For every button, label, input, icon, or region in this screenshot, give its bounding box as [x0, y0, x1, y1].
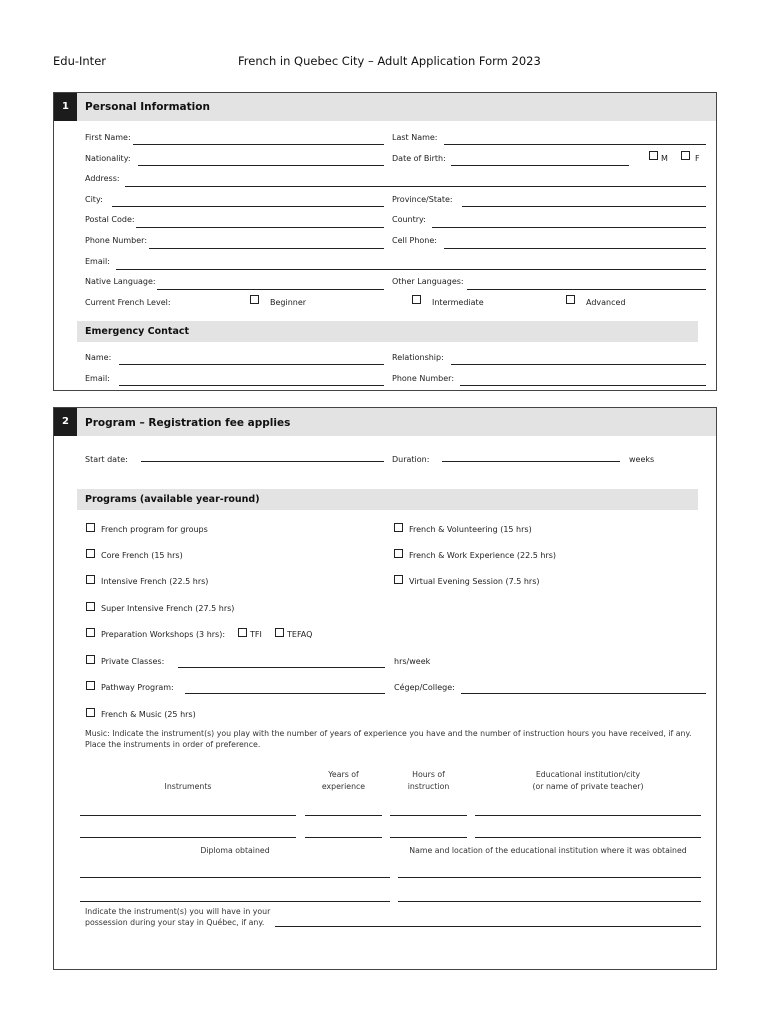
institution-header: Name and location of the educational institution where it was obtained [409, 846, 687, 855]
beginner-checkbox[interactable] [250, 295, 259, 304]
duration-label: Duration: [392, 455, 430, 464]
beginner-label: Beginner [270, 298, 307, 307]
email-label: Email: [85, 257, 110, 266]
prep-label: Preparation Workshops (3 hrs): [101, 630, 226, 639]
tfi-checkbox[interactable] [238, 628, 247, 637]
tefaq-checkbox[interactable] [275, 628, 284, 637]
core-label: Core French (15 hrs) [101, 551, 183, 560]
volunteering-label: French & Volunteering (15 hrs) [409, 525, 532, 534]
programs-title: Programs (available year-round) [85, 494, 260, 505]
intermediate-checkbox[interactable] [412, 295, 421, 304]
intensive-checkbox[interactable] [86, 575, 95, 584]
hours-header-1: Hours of [412, 770, 445, 779]
emergency-contact-band [77, 321, 698, 342]
nationality-label: Nationality: [85, 154, 131, 163]
private-label: Private Classes: [101, 657, 165, 666]
other-languages-field[interactable] [467, 289, 706, 290]
country-label: Country: [392, 215, 426, 224]
years-header-2: experience [321, 782, 366, 791]
diploma-row-2-field[interactable] [80, 901, 390, 902]
postal-code-label: Postal Code: [85, 215, 135, 224]
city-field[interactable] [112, 206, 384, 207]
hours-row-1-field[interactable] [390, 815, 467, 816]
emergency-phone-field[interactable] [460, 385, 706, 386]
cell-phone-field[interactable] [444, 248, 706, 249]
groups-checkbox[interactable] [86, 523, 95, 532]
cegep-label: Cégep/College: [394, 683, 455, 692]
advanced-label: Advanced [586, 298, 626, 307]
prep-checkbox[interactable] [86, 628, 95, 637]
native-language-field[interactable] [157, 289, 384, 290]
weeks-label: weeks [629, 455, 655, 464]
start-date-label: Start date: [85, 455, 128, 464]
province-label: Province/State: [392, 195, 453, 204]
last-name-field[interactable] [444, 144, 706, 145]
start-date-field[interactable] [141, 461, 384, 462]
private-checkbox[interactable] [86, 655, 95, 664]
section-title: Program – Registration fee applies [85, 417, 291, 429]
native-language-label: Native Language: [85, 277, 156, 286]
years-header-1: Years of [328, 770, 359, 779]
postal-code-field[interactable] [136, 227, 384, 228]
super-intensive-label: Super Intensive French (27.5 hrs) [101, 604, 235, 613]
org-name: Edu-Inter [53, 54, 106, 68]
dob-field[interactable] [451, 165, 629, 166]
pathway-field[interactable] [185, 693, 385, 694]
section-number: 1 [54, 93, 77, 121]
emergency-email-field[interactable] [119, 385, 384, 386]
hrs-week-label: hrs/week [394, 657, 431, 666]
city-label: City: [85, 195, 103, 204]
sex-m-checkbox[interactable] [649, 151, 658, 160]
instruments-header: Instruments [164, 782, 212, 791]
edu-header-2: (or name of private teacher) [532, 782, 644, 791]
private-hours-field[interactable] [178, 667, 385, 668]
sex-f-label: F [695, 154, 700, 163]
possession-note-2: possession during your stay in Québec, if any. [85, 918, 265, 927]
diploma-row-1-field[interactable] [80, 877, 390, 878]
super-intensive-checkbox[interactable] [86, 602, 95, 611]
music-checkbox[interactable] [86, 708, 95, 717]
section-title: Personal Information [85, 101, 210, 113]
institution-row-2-field[interactable] [398, 901, 701, 902]
edu-header-1: Educational institution/city [535, 770, 641, 779]
years-row-2-field[interactable] [305, 837, 382, 838]
sex-f-checkbox[interactable] [681, 151, 690, 160]
phone-label: Phone Number: [85, 236, 148, 245]
emergency-email-label: Email: [85, 374, 110, 383]
dob-label: Date of Birth: [392, 154, 446, 163]
cegep-field[interactable] [461, 693, 706, 694]
cell-phone-label: Cell Phone: [392, 236, 437, 245]
edu-row-2-field[interactable] [475, 837, 701, 838]
programs-band [77, 489, 698, 510]
volunteering-checkbox[interactable] [394, 523, 403, 532]
address-label: Address: [85, 174, 120, 183]
tfi-label: TFI [250, 630, 262, 639]
country-field[interactable] [432, 227, 706, 228]
email-field[interactable] [116, 269, 706, 270]
phone-field[interactable] [149, 248, 384, 249]
last-name-label: Last Name: [392, 133, 438, 142]
duration-field[interactable] [442, 461, 620, 462]
hours-header-2: instruction [407, 782, 450, 791]
first-name-field[interactable] [133, 144, 384, 145]
emergency-name-field[interactable] [119, 364, 384, 365]
province-field[interactable] [462, 206, 706, 207]
hours-row-2-field[interactable] [390, 837, 467, 838]
section-personal-information [53, 92, 717, 391]
sex-m-label: M [661, 154, 668, 163]
first-name-label: First Name: [85, 133, 131, 142]
nationality-field[interactable] [138, 165, 384, 166]
emergency-phone-label: Phone Number: [392, 374, 455, 383]
intensive-label: Intensive French (22.5 hrs) [101, 577, 209, 586]
french-level-label: Current French Level: [85, 298, 171, 307]
instrument-row-1-field[interactable] [80, 815, 296, 816]
music-label: French & Music (25 hrs) [101, 710, 196, 719]
possession-note-1: Indicate the instrument(s) you will have in your [85, 907, 271, 916]
pathway-checkbox[interactable] [86, 681, 95, 690]
form-title: French in Quebec City – Adult Application Form 2023 [238, 54, 541, 68]
relationship-field[interactable] [451, 364, 706, 365]
evening-label: Virtual Evening Session (7.5 hrs) [409, 577, 540, 586]
groups-label: French program for groups [101, 525, 208, 534]
possession-field[interactable] [275, 926, 701, 927]
relationship-label: Relationship: [392, 353, 444, 362]
instrument-row-2-field[interactable] [80, 837, 296, 838]
section-number: 2 [54, 408, 77, 436]
emergency-name-label: Name: [85, 353, 112, 362]
work-checkbox[interactable] [394, 549, 403, 558]
evening-checkbox[interactable] [394, 575, 403, 584]
pathway-label: Pathway Program: [101, 683, 174, 692]
work-label: French & Work Experience (22.5 hrs) [409, 551, 556, 560]
music-note-2: Place the instruments in order of preference. [85, 740, 261, 749]
section-program [53, 407, 717, 970]
address-field[interactable] [125, 186, 706, 187]
emergency-contact-title: Emergency Contact [85, 326, 190, 337]
diploma-header: Diploma obtained [200, 846, 270, 855]
intermediate-label: Intermediate [432, 298, 484, 307]
advanced-checkbox[interactable] [566, 295, 575, 304]
other-languages-label: Other Languages: [392, 277, 464, 286]
tefaq-label: TEFAQ [287, 630, 313, 639]
years-row-1-field[interactable] [305, 815, 382, 816]
music-note: Music: Indicate the instrument(s) you play with the number of years of experience you have and the number of instruction hours you have received, if any. [85, 729, 692, 738]
core-checkbox[interactable] [86, 549, 95, 558]
edu-row-1-field[interactable] [475, 815, 701, 816]
institution-row-1-field[interactable] [398, 877, 701, 878]
